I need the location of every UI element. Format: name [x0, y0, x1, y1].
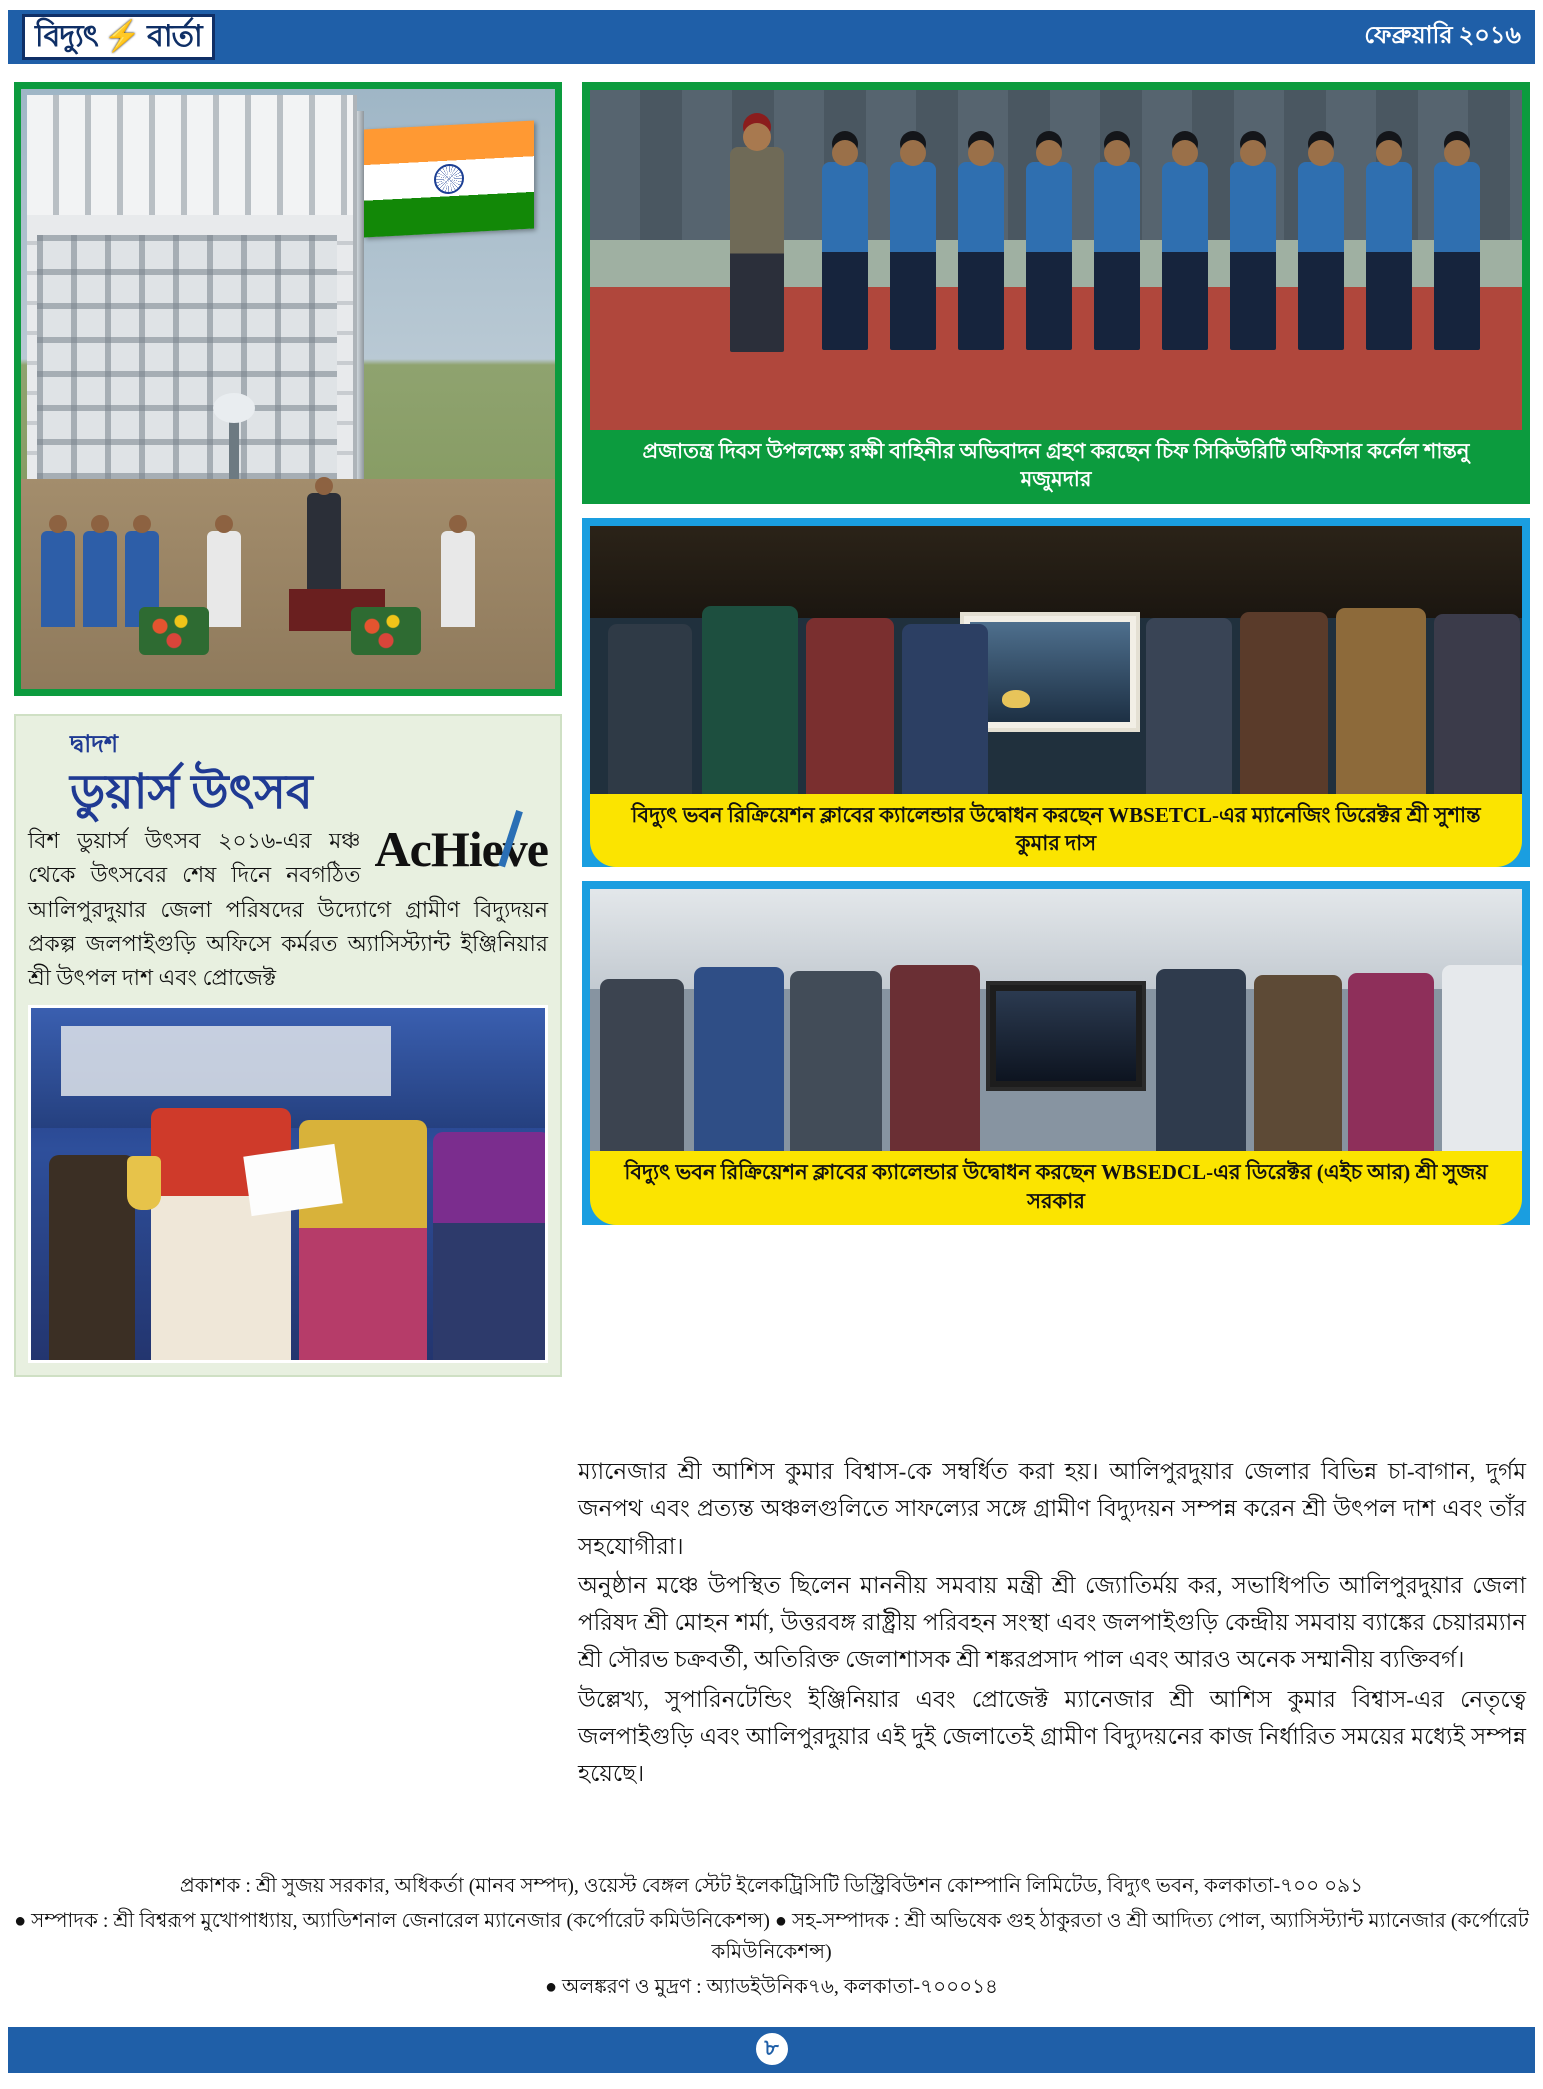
article-paragraph: উল্লেখ্য, সুপারিনটেন্ডিং ইঞ্জিনিয়ার এবং প্রোজেক্ট ম্যানেজার শ্রী আশিস কুমার বিশ্বাস-এর নেতৃত্বে জলপাইগুড়ি এবং আলিপুরদুয়ার এই দুই জেলাতেই গ্রামীণ বিদ্যুদয়নের কাজ নির্ধারিত সময়ের মধ্যেই সম্পন্ন হয়েছে।: [578, 1686, 1526, 1786]
trophy-icon: [127, 1156, 161, 1210]
person-figure: [207, 531, 241, 627]
issue-date: ফেব্রুয়ারি ২০১৬: [1364, 23, 1521, 49]
person-figure: [441, 531, 475, 627]
person-figure: [702, 606, 798, 794]
person-figure: [41, 531, 75, 627]
person-figure: [49, 1155, 135, 1360]
caption-bar: [590, 1151, 1522, 1225]
person-figure: [1156, 969, 1246, 1151]
guard-figure: [1026, 162, 1072, 350]
photo-caption: বিদ্যুৎ ভবন রিক্রিয়েশন ক্লাবের ক্যালেন্ডার উদ্বোধন করছেন WBSEDCL-এর ডিরেক্টর (এইচ আর) শ্রী সুজয় সরকার: [624, 1160, 1488, 1213]
flag-hoisting-photo-frame: [14, 82, 562, 696]
person-figure: [790, 971, 882, 1151]
india-flag-icon: [364, 121, 534, 238]
wbsetcl-calendar-inauguration-photo: [590, 526, 1522, 794]
person-figure: [694, 967, 784, 1151]
person-figure: [608, 624, 692, 794]
left-column: [14, 82, 562, 1377]
guard-figure: [1366, 162, 1412, 350]
editor-line: ● সম্পাদক : শ্রী বিশ্বরূপ মুখোপাধ্যায়, অ্যাডিশনাল জেনারেল ম্যানেজার (কর্পোরেট কমিউনিকেশন্স) ● সহ-সম্পাদক : শ্রী অভিষেক গুহ ঠাকুরতা ও শ্রী আদিত্য পোল, অ্যাসিস্ট্যান্ট ম্যানেজার (কর্পোরেট কমিউনিকেশন্স): [14, 1910, 1529, 1963]
dooars-title: ডুয়ার্স উৎসব: [70, 766, 313, 819]
person-figure: [1336, 608, 1426, 794]
dooars-festival-stage-photo: [28, 1005, 548, 1363]
photo-card-wbsedcl-calendar: [582, 881, 1530, 1225]
photo-caption: বিদ্যুৎ ভবন রিক্রিয়েশন ক্লাবের ক্যালেন্ডার উদ্বোধন করছেন WBSETCL-এর ম্যানেজিং ডিরেক্টর শ্রী সুশান্ত কুমার দাস: [631, 802, 1481, 856]
logo-text-right: বার্তা: [147, 19, 202, 53]
dooars-kicker: দ্বাদশ: [70, 732, 119, 758]
guard-figure: [958, 162, 1004, 350]
officer-figure: [730, 147, 784, 352]
guard-figure: [1434, 162, 1480, 350]
person-figure: [600, 979, 684, 1151]
calendar-frame: [986, 981, 1146, 1091]
article-body: [578, 1453, 1526, 1794]
person-figure: [1254, 975, 1342, 1151]
bird-icon: [1002, 690, 1030, 708]
dooars-festival-panel: [14, 714, 562, 1377]
photo-card-wbsetcl-calendar: [582, 518, 1530, 868]
guard-figure: [890, 162, 936, 350]
wbsedcl-calendar-inauguration-photo: [590, 889, 1522, 1151]
lightning-bolt-icon: ⚡: [103, 20, 142, 53]
calendar-image: [970, 622, 1130, 722]
person-figure: [890, 965, 980, 1151]
masthead: [8, 10, 1535, 64]
certificate: [243, 1144, 342, 1216]
guard-figure: [1094, 162, 1140, 350]
printer-line: ● অলঙ্করণ ও মুদ্রণ : অ্যাডইউনিক৭৬, কলকাতা-৭০০০১৪: [544, 1976, 999, 1998]
colophon: [14, 1871, 1529, 2003]
calendar-image: [996, 991, 1136, 1081]
achieve-logo: AcHieve: [375, 824, 548, 874]
guard-figure: [1162, 162, 1208, 350]
flower-pot: [139, 607, 209, 655]
flower-pot: [351, 607, 421, 655]
photo-card-republic-day: [582, 82, 1530, 504]
guard-figure: [822, 162, 868, 350]
person-figure: [902, 624, 988, 794]
guard-figure: [1298, 162, 1344, 350]
person-figure: [433, 1132, 548, 1360]
caption-bar: [590, 794, 1522, 868]
republic-day-guard-salute-photo: [590, 90, 1522, 430]
person-figure: [1442, 965, 1522, 1151]
page-number: ৮: [754, 2031, 790, 2067]
hall-backdrop: [590, 526, 1522, 618]
dooars-paragraph: বিশ ডুয়ার্স উৎসব ২০১৬-এর মঞ্চ থেকে উৎসবের শেষ দিনে নবগঠিত আলিপুরদুয়ার জেলা পরিষদের উদ্যোগে গ্রামীণ বিদ্যুদয়ন প্রকল্প জলপাইগুড়ি অফিসে কর্মরত অ্যাসিস্ট্যান্ট ইঞ্জিনিয়ার শ্রী উৎপল দাশ এবং প্রোজেক্ট: [28, 828, 548, 990]
publisher-line: প্রকাশক : শ্রী সুজয় সরকার, অধিকর্তা (মানব সম্পদ), ওয়েস্ট বেঙ্গল স্টেট ইলেকট্রিসিটি ডিস্ট্রিবিউশন কোম্পানি লিমিটেড, বিদ্যুৎ ভবন, কলকাতা-৭০০ ০৯১: [179, 1875, 1364, 1897]
dooars-body-text: [28, 821, 548, 994]
publication-logo: [22, 14, 215, 60]
person-figure: [83, 531, 117, 627]
article-paragraph: অনুষ্ঠান মঞ্চে উপস্থিত ছিলেন মাননীয় সমবায় মন্ত্রী শ্রী জ্যোতির্ময় কর, সভাধিপতি আলিপুরদুয়ার জেলা পরিষদ শ্রী মোহন শর্মা, উত্তরবঙ্গ রাষ্ট্রীয় পরিবহন সংস্থা এবং জলপাইগুড়ি কেন্দ্রীয় সমবায় ব্যাঙ্কের চেয়ারম্যান শ্রী সৌরভ চক্রবর্তী, অতিরিক্ত জেলাশাসক শ্রী শঙ্করপ্রসাদ পাল এবং আরও অনেক সম্মানীয় ব্যক্তিবর্গ।: [578, 1572, 1526, 1673]
guard-figure: [1230, 162, 1276, 350]
person-figure: [806, 618, 894, 794]
person-figure: [1146, 618, 1232, 794]
article-paragraph: ম্যানেজার শ্রী আশিস কুমার বিশ্বাস-কে সম্বর্ধিত করা হয়। আলিপুরদুয়ার জেলার বিভিন্ন চা-বাগান, দুর্গম জনপথ এবং প্রত্যন্ত অঞ্চলগুলিতে সাফল্যের সঙ্গে গ্রামীণ বিদ্যুদয়ন সম্পন্ন করেন শ্রী উৎপল দাশ এবং তাঁর সহযোগীরা।: [578, 1459, 1526, 1559]
right-column: [582, 82, 1530, 1239]
person-figure: [151, 1108, 291, 1360]
person-figure: [1240, 612, 1328, 794]
person-figure: [307, 493, 341, 589]
logo-text-left: বিদ্যুৎ: [35, 19, 98, 53]
person-figure: [1348, 973, 1434, 1151]
ashoka-chakra-icon: [434, 163, 464, 195]
person-figure: [1434, 614, 1520, 794]
flag-hoisting-photo: [21, 89, 555, 689]
photo-caption: প্রজাতন্ত্র দিবস উপলক্ষ্যে রক্ষী বাহিনীর অভিবাদন গ্রহণ করছেন চিফ সিকিউরিটি অফিসার কর্নেল শান্তনু মজুমদার: [642, 439, 1470, 492]
